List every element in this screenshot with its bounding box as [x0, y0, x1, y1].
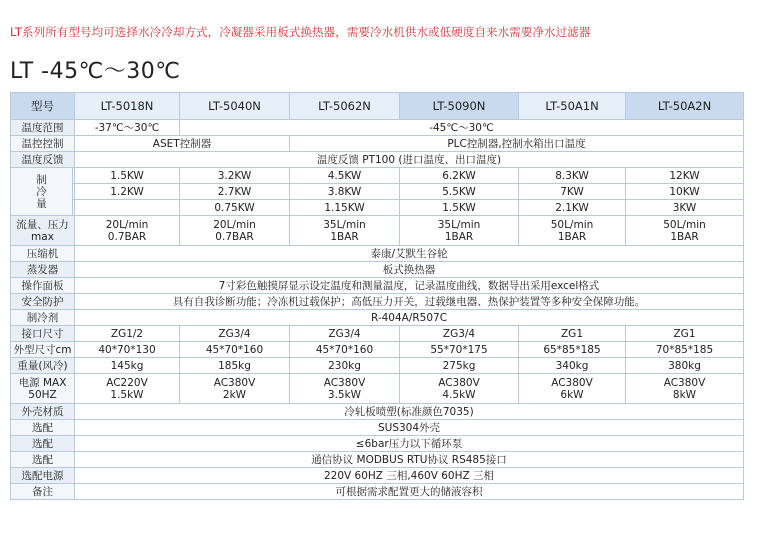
cell-value: 220V 60HZ 三相,460V 60HZ 三相 — [75, 468, 744, 484]
housing-row — [11, 404, 744, 420]
cooling-row — [11, 184, 744, 200]
cell-value: 温度反馈 PT100 (进口温度、出口温度) — [75, 152, 744, 168]
row-label: 选配电源 — [11, 468, 75, 484]
spec-table — [10, 92, 744, 500]
cell-value: ZG1 — [519, 326, 626, 342]
row-label: 接口尺寸 — [11, 326, 75, 342]
model-label: 型号 — [11, 93, 75, 120]
cell-value: 45*70*160 — [290, 342, 400, 358]
cell-value: 65*85*185 — [519, 342, 626, 358]
cooling-group-label: 制 冷 量 — [11, 168, 73, 216]
cell-value: 1.15KW — [290, 200, 400, 216]
row-label: 外型尺寸cm — [11, 342, 75, 358]
option-row — [11, 420, 744, 436]
cell-value: 0.75KW — [180, 200, 290, 216]
cell-value: ZG1 — [626, 326, 744, 342]
row-label: 制冷剂 — [11, 310, 75, 326]
flow-row — [11, 216, 744, 246]
row-label: 蒸发器 — [11, 262, 75, 278]
model-name: LT-50A2N — [626, 93, 744, 120]
panel-row — [11, 278, 744, 294]
cell-value: 1.2KW — [75, 184, 180, 200]
option-row — [11, 436, 744, 452]
cell-value: ZG1/2 — [75, 326, 180, 342]
temp-range-row — [11, 120, 744, 136]
row-label: 流量、压力 max — [11, 216, 75, 246]
cell-value: 40*70*130 — [75, 342, 180, 358]
cell-value: AC380V 4.5kW — [400, 374, 519, 404]
cell-value: 55*70*175 — [400, 342, 519, 358]
row-label: 电源 MAX 50HZ — [11, 374, 75, 404]
cell-value: -45℃～30℃ — [180, 120, 744, 136]
cell-value: 4.5KW — [290, 168, 400, 184]
cell-value: 3.2KW — [180, 168, 290, 184]
cell-value: 340kg — [519, 358, 626, 374]
cell-value: 可根据需求配置更大的储液容积 — [75, 484, 744, 500]
model-name: LT-5062N — [290, 93, 400, 120]
cell-value: 35L/min 1BAR — [290, 216, 400, 246]
option-row — [11, 452, 744, 468]
row-label: 选配 — [11, 436, 75, 452]
cell-value: 6.2KW — [400, 168, 519, 184]
cell-value: ASET控制器 — [75, 136, 290, 152]
evaporator-row — [11, 262, 744, 278]
row-label: 备注 — [11, 484, 75, 500]
cell-value: R-404A/R507C — [75, 310, 744, 326]
cell-value: ZG3/4 — [400, 326, 519, 342]
cell-value: 冷轧板喷塑(标准颜色7035) — [75, 404, 744, 420]
cell-value: ZG3/4 — [290, 326, 400, 342]
page-title: LT -45℃～30℃ — [10, 59, 181, 84]
model-name: LT-5090N — [400, 93, 519, 120]
cell-value: 7KW — [519, 184, 626, 200]
cell-value: -37℃～30℃ — [75, 120, 180, 136]
row-label: 温度范围 — [11, 120, 75, 136]
port-row — [11, 326, 744, 342]
cell-value: AC380V 6kW — [519, 374, 626, 404]
cell-value: 通信协议 MODBUS RTU协议 RS485接口 — [75, 452, 744, 468]
option-power-row — [11, 468, 744, 484]
cell-value: 35L/min 1BAR — [400, 216, 519, 246]
compressor-row — [11, 246, 744, 262]
cell-value: 145kg — [75, 358, 180, 374]
series-note: LT系列所有型号均可选择水冷冷却方式，冷凝器采用板式换热器，需要冷水机供水或低硬度自来水需要净水过滤器 — [10, 25, 591, 39]
cell-value: ZG3/4 — [180, 326, 290, 342]
cell-value: 50L/min 1BAR — [519, 216, 626, 246]
safety-row — [11, 294, 744, 310]
cell-value: 380kg — [626, 358, 744, 374]
cell-value: 1.5KW — [75, 168, 180, 184]
cell-value: 板式换热器 — [75, 262, 744, 278]
model-name: LT-5018N — [75, 93, 180, 120]
remarks-row — [11, 484, 744, 500]
cell-value: 2.7KW — [180, 184, 290, 200]
cell-value: SUS304外壳 — [75, 420, 744, 436]
cooling-row — [11, 168, 744, 184]
cell-value: 45*70*160 — [180, 342, 290, 358]
cell-value — [75, 200, 180, 216]
row-label: 选配 — [11, 420, 75, 436]
row-label: 外壳材质 — [11, 404, 75, 420]
cell-value: 具有自我诊断功能；冷冻机过载保护；高低压力开关，过载继电器、热保护装置等多种安全保障功能。 — [75, 294, 744, 310]
cell-value: 10KW — [626, 184, 744, 200]
row-label: 温控控制 — [11, 136, 75, 152]
cell-value: AC220V 1.5kW — [75, 374, 180, 404]
cell-value: PLC控制器,控制水箱出口温度 — [290, 136, 744, 152]
row-label: 重量(风冷) — [11, 358, 75, 374]
model-name: LT-50A1N — [519, 93, 626, 120]
cell-value: 泰康/艾默生谷轮 — [75, 246, 744, 262]
cell-value: 3.8KW — [290, 184, 400, 200]
header-row — [11, 93, 744, 120]
row-label: 安全防护 — [11, 294, 75, 310]
temp-feedback-row — [11, 152, 744, 168]
cell-value: AC380V 2kW — [180, 374, 290, 404]
temp-control-row — [11, 136, 744, 152]
row-label: 操作面板 — [11, 278, 75, 294]
model-name: LT-5040N — [180, 93, 290, 120]
cell-value: 20L/min 0.7BAR — [180, 216, 290, 246]
dimensions-row — [11, 342, 744, 358]
cell-value: 185kg — [180, 358, 290, 374]
cell-value: 5.5KW — [400, 184, 519, 200]
cell-value: 8.3KW — [519, 168, 626, 184]
cell-value: 2.1KW — [519, 200, 626, 216]
cell-value: 12KW — [626, 168, 744, 184]
row-label: 选配 — [11, 452, 75, 468]
row-label: 温度反馈 — [11, 152, 75, 168]
cell-value: 1.5KW — [400, 200, 519, 216]
weight-row — [11, 358, 744, 374]
cell-value: ≤6bar压力以下循环泵 — [75, 436, 744, 452]
cell-value: AC380V 3.5kW — [290, 374, 400, 404]
cell-value: 20L/min 0.7BAR — [75, 216, 180, 246]
cell-value: 70*85*185 — [626, 342, 744, 358]
cell-value: 3KW — [626, 200, 744, 216]
refrigerant-row — [11, 310, 744, 326]
cell-value: 50L/min 1BAR — [626, 216, 744, 246]
cell-value: 275kg — [400, 358, 519, 374]
power-row — [11, 374, 744, 404]
row-label: 压缩机 — [11, 246, 75, 262]
cooling-row — [11, 200, 744, 216]
cell-value: 7寸彩色触摸屏显示设定温度和测量温度，记录温度曲线，数据导出采用excel格式 — [75, 278, 744, 294]
cell-value: AC380V 8kW — [626, 374, 744, 404]
cell-value: 230kg — [290, 358, 400, 374]
